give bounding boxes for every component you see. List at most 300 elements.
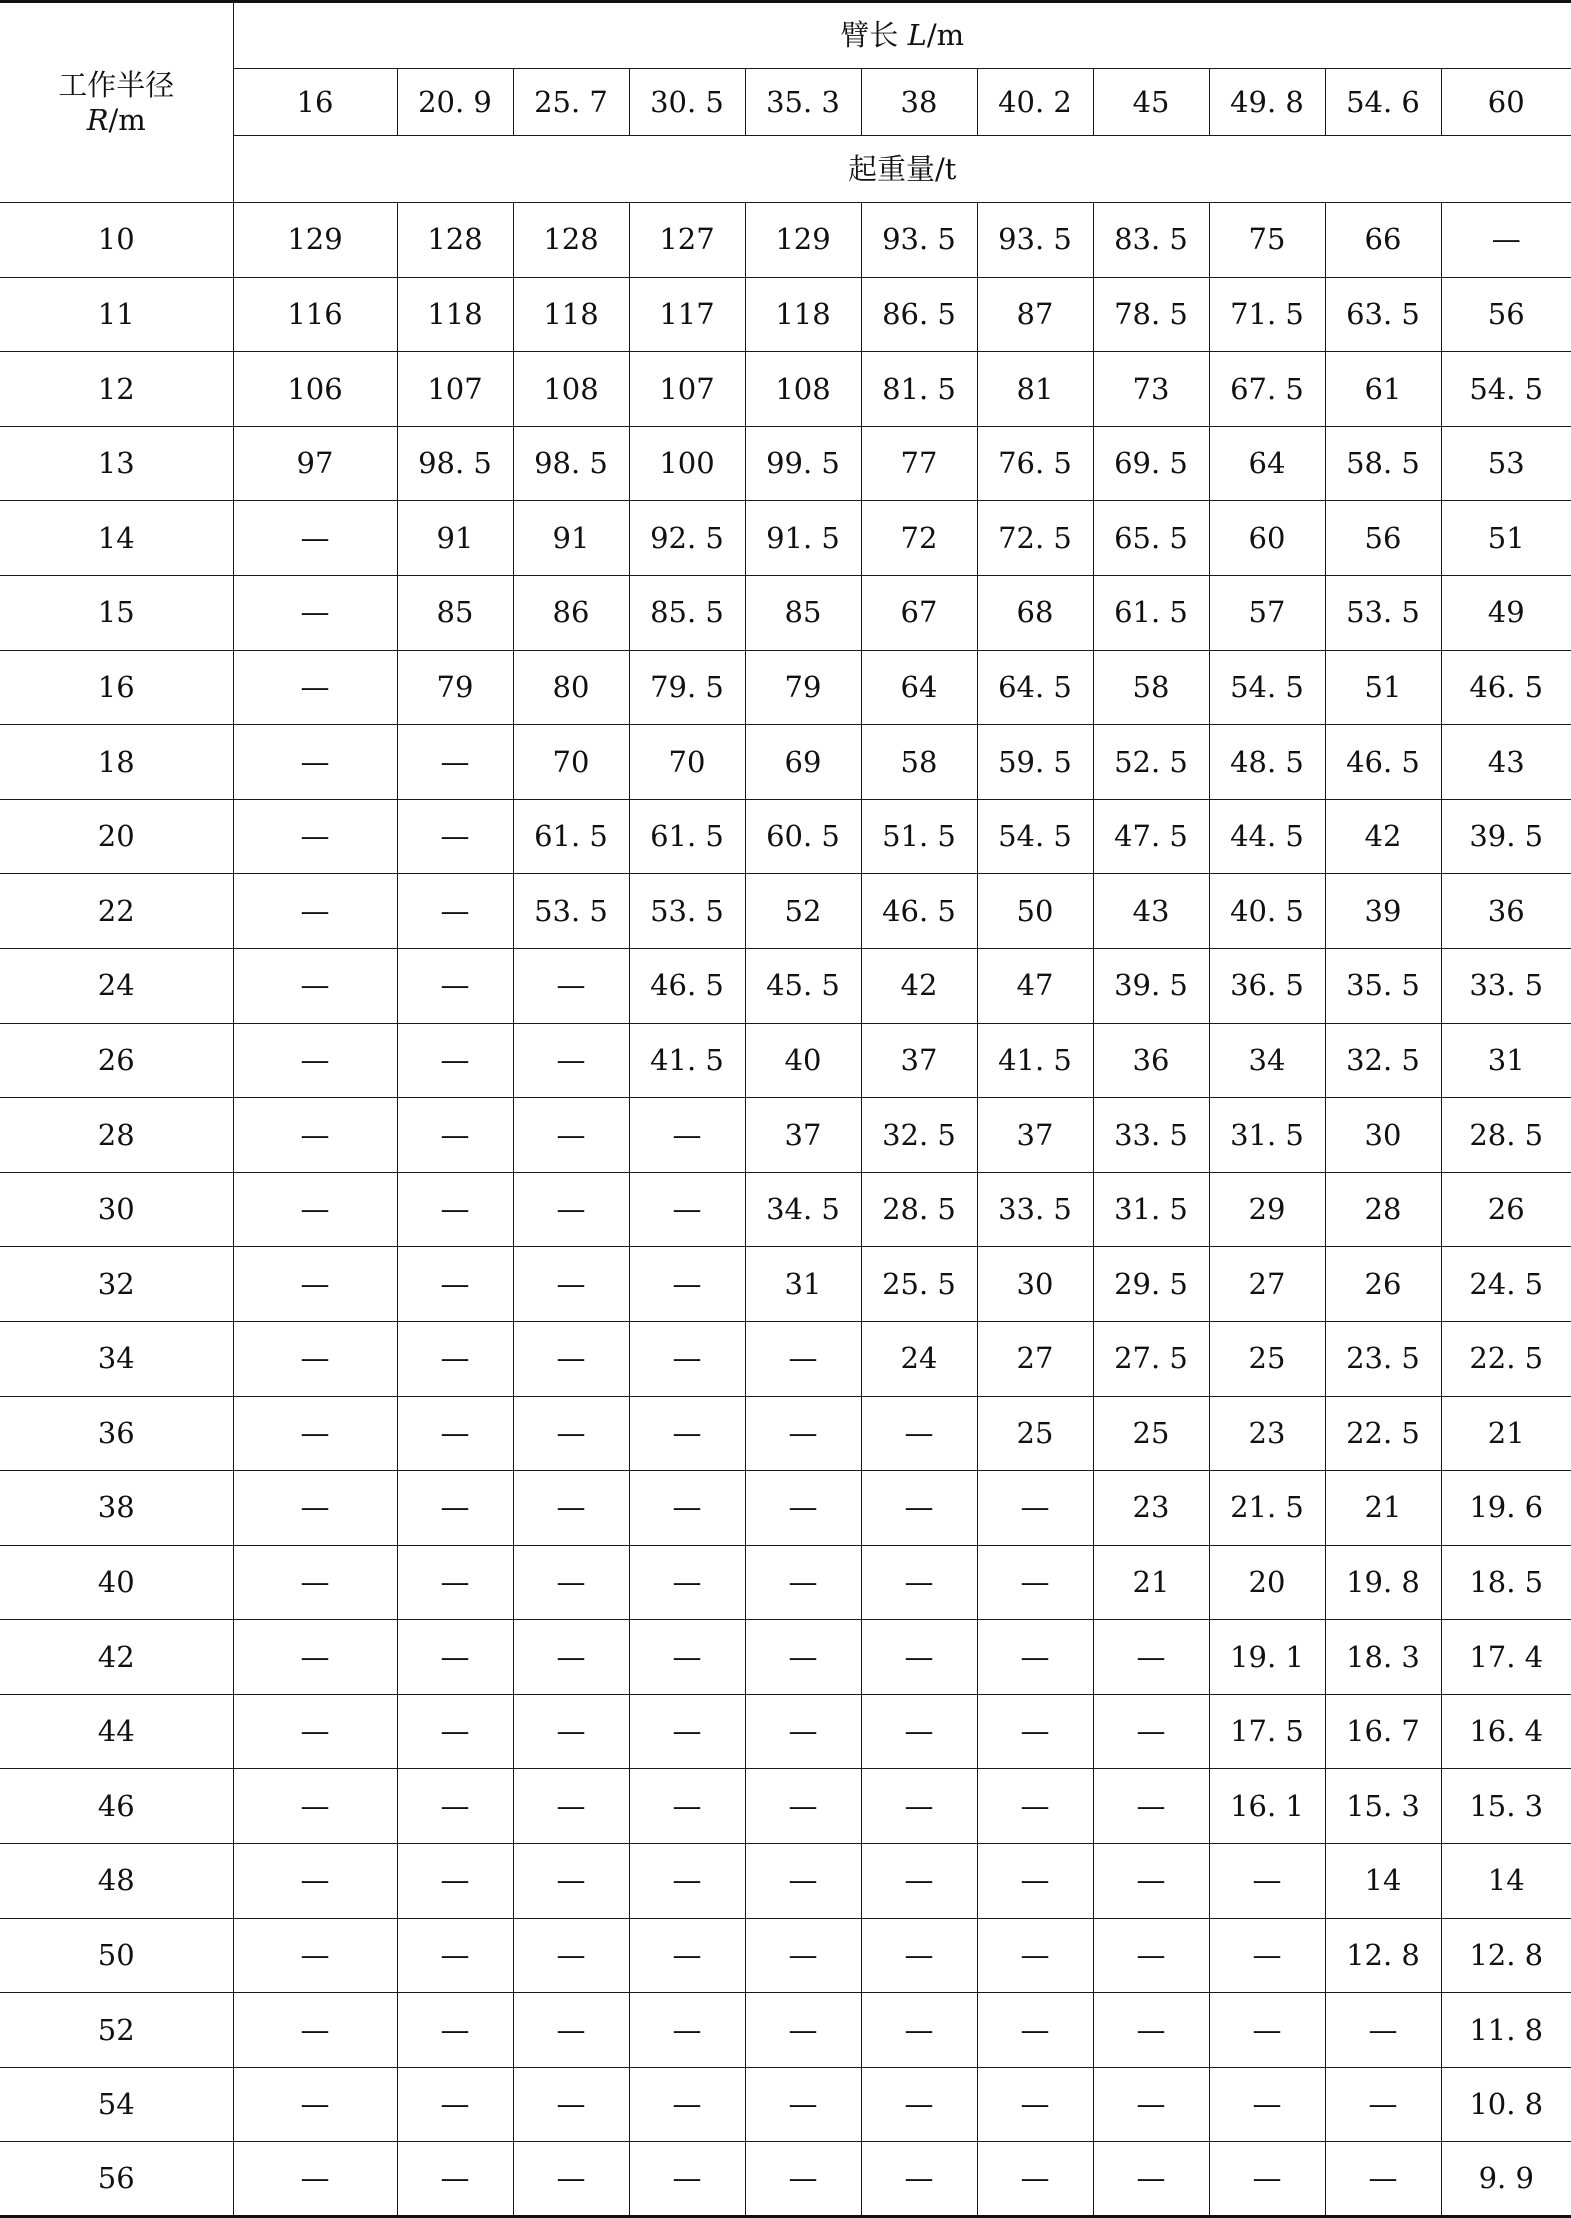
radius-value: 44 [0, 1694, 233, 1769]
radius-value: 54 [0, 2067, 233, 2142]
capacity-value: 21 [1325, 1471, 1441, 1546]
capacity-value: 71. 5 [1209, 277, 1325, 352]
table-row [0, 352, 1571, 427]
capacity-value: 85 [397, 575, 513, 650]
capacity-value: — [861, 1620, 977, 1695]
capacity-value: 48. 5 [1209, 725, 1325, 800]
capacity-value: — [1209, 2067, 1325, 2142]
capacity-value: 116 [233, 277, 397, 352]
capacity-value: 32. 5 [1325, 1023, 1441, 1098]
capacity-value: 33. 5 [977, 1172, 1093, 1247]
capacity-value: — [233, 1769, 397, 1844]
boom-length-header-text: 臂长 [840, 18, 908, 53]
capacity-value: 58 [1093, 650, 1209, 725]
capacity-value: — [233, 1545, 397, 1620]
capacity-value: 100 [629, 426, 745, 501]
capacity-value: — [233, 575, 397, 650]
capacity-value: 118 [745, 277, 861, 352]
capacity-value: — [233, 1396, 397, 1471]
capacity-value: — [513, 1396, 629, 1471]
capacity-value: — [233, 799, 397, 874]
capacity-value: 39 [1325, 874, 1441, 949]
capacity-value: 21. 5 [1209, 1471, 1325, 1546]
capacity-value: 32. 5 [861, 1098, 977, 1173]
capacity-value: — [397, 1172, 513, 1247]
capacity-value: 81 [977, 352, 1093, 427]
capacity-value: — [977, 1844, 1093, 1919]
capacity-value: 65. 5 [1093, 501, 1209, 576]
capacity-value: 19. 6 [1441, 1471, 1571, 1546]
boom-length-value: 45 [1093, 69, 1209, 136]
capacity-value: 12. 8 [1441, 1918, 1571, 1993]
capacity-value: 99. 5 [745, 426, 861, 501]
capacity-value: 14 [1441, 1844, 1571, 1919]
capacity-value: 19. 1 [1209, 1620, 1325, 1695]
radius-value: 46 [0, 1769, 233, 1844]
capacity-value: 27 [977, 1321, 1093, 1396]
capacity-value: — [861, 1993, 977, 2068]
capacity-value: — [1325, 2067, 1441, 2142]
capacity-value: 108 [513, 352, 629, 427]
capacity-value: — [397, 1396, 513, 1471]
capacity-value: 64 [1209, 426, 1325, 501]
capacity-value: 54. 5 [1441, 352, 1571, 427]
table-row [0, 203, 1571, 278]
capacity-value: 36. 5 [1209, 948, 1325, 1023]
capacity-value: 91. 5 [745, 501, 861, 576]
capacity-value: — [233, 1620, 397, 1695]
capacity-value: — [629, 1694, 745, 1769]
capacity-value: 25 [977, 1396, 1093, 1471]
table-row [0, 799, 1571, 874]
capacity-value: — [629, 1993, 745, 2068]
capacity-value: 52. 5 [1093, 725, 1209, 800]
capacity-value: 64. 5 [977, 650, 1093, 725]
capacity-value: 42 [1325, 799, 1441, 874]
capacity-value: — [233, 1172, 397, 1247]
capacity-value: 52 [745, 874, 861, 949]
capacity-value: 27. 5 [1093, 1321, 1209, 1396]
table-row [0, 1545, 1571, 1620]
table-row [0, 1694, 1571, 1769]
capacity-value: 17. 4 [1441, 1620, 1571, 1695]
radius-value: 18 [0, 725, 233, 800]
radius-header-title: 工作半径 [58, 67, 175, 102]
capacity-value: 60. 5 [745, 799, 861, 874]
capacity-value: — [233, 1993, 397, 2068]
capacity-value: 50 [977, 874, 1093, 949]
capacity-value: — [397, 1545, 513, 1620]
capacity-value: 69 [745, 725, 861, 800]
capacity-value: — [977, 2142, 1093, 2217]
capacity-value: 63. 5 [1325, 277, 1441, 352]
capacity-value: — [629, 1471, 745, 1546]
capacity-value: 30 [977, 1247, 1093, 1322]
capacity-value: — [233, 1321, 397, 1396]
table-row [0, 277, 1571, 352]
table-row [0, 1620, 1571, 1695]
capacity-value: — [745, 1769, 861, 1844]
capacity-value: 79 [397, 650, 513, 725]
capacity-value: — [1093, 1769, 1209, 1844]
capacity-value: 42 [861, 948, 977, 1023]
radius-value: 16 [0, 650, 233, 725]
capacity-value: — [1093, 1620, 1209, 1695]
capacity-value: 39. 5 [1441, 799, 1571, 874]
capacity-value: 40. 5 [1209, 874, 1325, 949]
capacity-value: — [1093, 1694, 1209, 1769]
table-row [0, 575, 1571, 650]
boom-length-value: 25. 7 [513, 69, 629, 136]
table-body [0, 2, 1571, 2217]
capacity-value: 37 [745, 1098, 861, 1173]
capacity-value: — [1325, 1993, 1441, 2068]
boom-length-value: 49. 8 [1209, 69, 1325, 136]
capacity-value: — [233, 2067, 397, 2142]
capacity-value: 91 [397, 501, 513, 576]
capacity-value: 14 [1325, 1844, 1441, 1919]
capacity-value: — [629, 1321, 745, 1396]
capacity-value: 36 [1093, 1023, 1209, 1098]
capacity-value: 81. 5 [861, 352, 977, 427]
capacity-value: 108 [745, 352, 861, 427]
capacity-value: 15. 3 [1441, 1769, 1571, 1844]
capacity-value: 83. 5 [1093, 203, 1209, 278]
table-row [0, 1769, 1571, 1844]
capacity-value: 25 [1093, 1396, 1209, 1471]
capacity-value: 27 [1209, 1247, 1325, 1322]
capacity-value: 11. 8 [1441, 1993, 1571, 2068]
capacity-value: 47. 5 [1093, 799, 1209, 874]
capacity-value: 20 [1209, 1545, 1325, 1620]
capacity-value: 73 [1093, 352, 1209, 427]
boom-length-value: 40. 2 [977, 69, 1093, 136]
capacity-value: 30 [1325, 1098, 1441, 1173]
radius-value: 32 [0, 1247, 233, 1322]
capacity-value: 46. 5 [861, 874, 977, 949]
capacity-value: — [513, 1098, 629, 1173]
capacity-value: 31. 5 [1093, 1172, 1209, 1247]
capacity-value: — [629, 1545, 745, 1620]
capacity-value: — [397, 1918, 513, 1993]
capacity-value: 61. 5 [629, 799, 745, 874]
capacity-value: 16. 4 [1441, 1694, 1571, 1769]
table-row [0, 874, 1571, 949]
capacity-value: 19. 8 [1325, 1545, 1441, 1620]
header-row-boom-label [0, 2, 1571, 69]
capacity-value: 77 [861, 426, 977, 501]
boom-length-unit: /m [926, 18, 965, 53]
capacity-value: — [513, 1918, 629, 1993]
radius-value: 20 [0, 799, 233, 874]
capacity-value: 98. 5 [513, 426, 629, 501]
capacity-value: 93. 5 [977, 203, 1093, 278]
capacity-value: 26 [1441, 1172, 1571, 1247]
capacity-value: 107 [629, 352, 745, 427]
capacity-value: 72. 5 [977, 501, 1093, 576]
capacity-value: 53. 5 [629, 874, 745, 949]
capacity-value: 75 [1209, 203, 1325, 278]
capacity-value: — [233, 948, 397, 1023]
capacity-value: 28. 5 [861, 1172, 977, 1247]
capacity-value: 31. 5 [1209, 1098, 1325, 1173]
capacity-value: — [745, 1918, 861, 1993]
radius-value: 40 [0, 1545, 233, 1620]
capacity-value: 35. 5 [1325, 948, 1441, 1023]
capacity-value: 98. 5 [397, 426, 513, 501]
capacity-value: 23 [1093, 1471, 1209, 1546]
capacity-value: — [861, 1694, 977, 1769]
capacity-value: 78. 5 [1093, 277, 1209, 352]
radius-value: 56 [0, 2142, 233, 2217]
radius-value: 50 [0, 1918, 233, 1993]
capacity-value: — [233, 650, 397, 725]
capacity-value: 23 [1209, 1396, 1325, 1471]
capacity-value: 43 [1441, 725, 1571, 800]
capacity-value: 41. 5 [629, 1023, 745, 1098]
capacity-value: 86 [513, 575, 629, 650]
capacity-value: — [513, 948, 629, 1023]
capacity-value: — [861, 1918, 977, 1993]
capacity-value: — [861, 1471, 977, 1546]
capacity-value: — [397, 1993, 513, 2068]
capacity-value: — [397, 1471, 513, 1546]
capacity-value: 70 [629, 725, 745, 800]
capacity-value: — [513, 1247, 629, 1322]
capacity-value: 46. 5 [1325, 725, 1441, 800]
capacity-value: — [629, 1396, 745, 1471]
capacity-value: — [1093, 1918, 1209, 1993]
capacity-value: 76. 5 [977, 426, 1093, 501]
capacity-value: — [629, 1769, 745, 1844]
capacity-value: — [513, 1620, 629, 1695]
capacity-value: 72 [861, 501, 977, 576]
capacity-value: — [745, 1620, 861, 1695]
capacity-value: — [513, 1993, 629, 2068]
capacity-value: 49 [1441, 575, 1571, 650]
capacity-value: 17. 5 [1209, 1694, 1325, 1769]
capacity-value: — [397, 2067, 513, 2142]
capacity-value: 33. 5 [1441, 948, 1571, 1023]
table-row [0, 1023, 1571, 1098]
capacity-value: — [397, 1620, 513, 1695]
radius-value: 14 [0, 501, 233, 576]
capacity-value: 46. 5 [629, 948, 745, 1023]
capacity-value: — [1209, 1918, 1325, 1993]
capacity-value: 9. 9 [1441, 2142, 1571, 2217]
capacity-value: 18. 3 [1325, 1620, 1441, 1695]
capacity-value: 58 [861, 725, 977, 800]
radius-value: 30 [0, 1172, 233, 1247]
capacity-value: 26 [1325, 1247, 1441, 1322]
table-row [0, 1247, 1571, 1322]
capacity-value: 93. 5 [861, 203, 977, 278]
capacity-value: — [397, 1098, 513, 1173]
capacity-value: — [745, 1844, 861, 1919]
boom-length-symbol: L [907, 18, 927, 53]
capacity-value: — [233, 1098, 397, 1173]
capacity-value: — [397, 1247, 513, 1322]
capacity-value: 67. 5 [1209, 352, 1325, 427]
capacity-value: — [233, 725, 397, 800]
radius-value: 22 [0, 874, 233, 949]
capacity-value: — [233, 1023, 397, 1098]
capacity-value: 129 [745, 203, 861, 278]
capacity-value: 79 [745, 650, 861, 725]
boom-length-value: 30. 5 [629, 69, 745, 136]
header-row-capacity-label [0, 136, 1571, 203]
capacity-value: — [861, 1545, 977, 1620]
capacity-value: — [233, 874, 397, 949]
table-row [0, 1993, 1571, 2068]
capacity-value: 60 [1209, 501, 1325, 576]
capacity-value: — [745, 1396, 861, 1471]
boom-length-value: 35. 3 [745, 69, 861, 136]
capacity-value: — [397, 799, 513, 874]
capacity-value: — [397, 1023, 513, 1098]
capacity-value: — [233, 1918, 397, 1993]
capacity-value: 10. 8 [1441, 2067, 1571, 2142]
capacity-value: — [513, 1172, 629, 1247]
capacity-value: 85. 5 [629, 575, 745, 650]
radius-value: 10 [0, 203, 233, 278]
capacity-value: 91 [513, 501, 629, 576]
capacity-value: 22. 5 [1325, 1396, 1441, 1471]
capacity-value: — [397, 2142, 513, 2217]
radius-value: 28 [0, 1098, 233, 1173]
radius-value: 36 [0, 1396, 233, 1471]
capacity-value: 67 [861, 575, 977, 650]
capacity-value: 24. 5 [1441, 1247, 1571, 1322]
capacity-value: 36 [1441, 874, 1571, 949]
capacity-value: 80 [513, 650, 629, 725]
capacity-value: — [513, 1694, 629, 1769]
capacity-value: 118 [513, 277, 629, 352]
boom-length-header-cell [233, 2, 1571, 69]
capacity-value: 45. 5 [745, 948, 861, 1023]
capacity-value: — [513, 1471, 629, 1546]
radius-value: 48 [0, 1844, 233, 1919]
capacity-value: — [1093, 2067, 1209, 2142]
capacity-value: 28 [1325, 1172, 1441, 1247]
capacity-value: 21 [1441, 1396, 1571, 1471]
radius-unit: /m [108, 102, 146, 137]
capacity-value: — [513, 1023, 629, 1098]
radius-value: 24 [0, 948, 233, 1023]
radius-header-unit-line [0, 103, 233, 138]
radius-value: 52 [0, 1993, 233, 2068]
radius-value: 38 [0, 1471, 233, 1546]
capacity-value: — [745, 1471, 861, 1546]
capacity-value: 16. 1 [1209, 1769, 1325, 1844]
capacity-value: 56 [1325, 501, 1441, 576]
radius-value: 15 [0, 575, 233, 650]
capacity-value: — [233, 1694, 397, 1769]
capacity-value: 33. 5 [1093, 1098, 1209, 1173]
table-row [0, 501, 1571, 576]
capacity-value: — [1093, 1993, 1209, 2068]
capacity-value: 39. 5 [1093, 948, 1209, 1023]
capacity-value: 34. 5 [745, 1172, 861, 1247]
capacity-value: 51. 5 [861, 799, 977, 874]
capacity-value: 53 [1441, 426, 1571, 501]
capacity-value: 64 [861, 650, 977, 725]
capacity-value: 54. 5 [977, 799, 1093, 874]
radius-value: 13 [0, 426, 233, 501]
capacity-value: — [745, 1993, 861, 2068]
capacity-value: — [1441, 203, 1571, 278]
capacity-value: — [745, 1694, 861, 1769]
capacity-value: — [977, 2067, 1093, 2142]
capacity-value: 25. 5 [861, 1247, 977, 1322]
capacity-value: 86. 5 [861, 277, 977, 352]
capacity-value: — [629, 1918, 745, 1993]
table-row [0, 650, 1571, 725]
capacity-value: 22. 5 [1441, 1321, 1571, 1396]
capacity-value: 56 [1441, 277, 1571, 352]
capacity-value: — [513, 1769, 629, 1844]
radius-symbol: R [86, 102, 109, 137]
capacity-value: — [629, 1620, 745, 1695]
capacity-value: — [513, 1844, 629, 1919]
capacity-value: 41. 5 [977, 1023, 1093, 1098]
capacity-value: 47 [977, 948, 1093, 1023]
boom-length-value: 38 [861, 69, 977, 136]
capacity-value: — [1325, 2142, 1441, 2217]
radius-value: 34 [0, 1321, 233, 1396]
capacity-value: 31 [745, 1247, 861, 1322]
capacity-value: — [397, 1694, 513, 1769]
capacity-value: 107 [397, 352, 513, 427]
capacity-value: — [233, 2142, 397, 2217]
capacity-value: — [1093, 2142, 1209, 2217]
capacity-value: — [745, 1321, 861, 1396]
capacity-value: — [977, 1769, 1093, 1844]
capacity-value: — [513, 1545, 629, 1620]
capacity-value: 118 [397, 277, 513, 352]
capacity-value: 28. 5 [1441, 1098, 1571, 1173]
table-row [0, 2142, 1571, 2217]
boom-length-value: 20. 9 [397, 69, 513, 136]
capacity-value: 117 [629, 277, 745, 352]
capacity-value: 97 [233, 426, 397, 501]
boom-length-value: 16 [233, 69, 397, 136]
capacity-value: 87 [977, 277, 1093, 352]
capacity-value: 59. 5 [977, 725, 1093, 800]
capacity-value: 127 [629, 203, 745, 278]
capacity-value: 57 [1209, 575, 1325, 650]
capacity-value: — [745, 2067, 861, 2142]
radius-value: 42 [0, 1620, 233, 1695]
capacity-value: 31 [1441, 1023, 1571, 1098]
capacity-value: — [1209, 1993, 1325, 2068]
table-row [0, 1471, 1571, 1546]
capacity-value: — [861, 2142, 977, 2217]
table-row [0, 1844, 1571, 1919]
capacity-value: — [513, 2067, 629, 2142]
capacity-value: 92. 5 [629, 501, 745, 576]
capacity-value: 51 [1441, 501, 1571, 576]
capacity-value: 16. 7 [1325, 1694, 1441, 1769]
capacity-value: 106 [233, 352, 397, 427]
capacity-value: 12. 8 [1325, 1918, 1441, 1993]
capacity-value: — [397, 1321, 513, 1396]
capacity-value: 15. 3 [1325, 1769, 1441, 1844]
capacity-value: — [397, 948, 513, 1023]
table-row [0, 1321, 1571, 1396]
boom-length-value: 54. 6 [1325, 69, 1441, 136]
capacity-value: — [1093, 1844, 1209, 1919]
